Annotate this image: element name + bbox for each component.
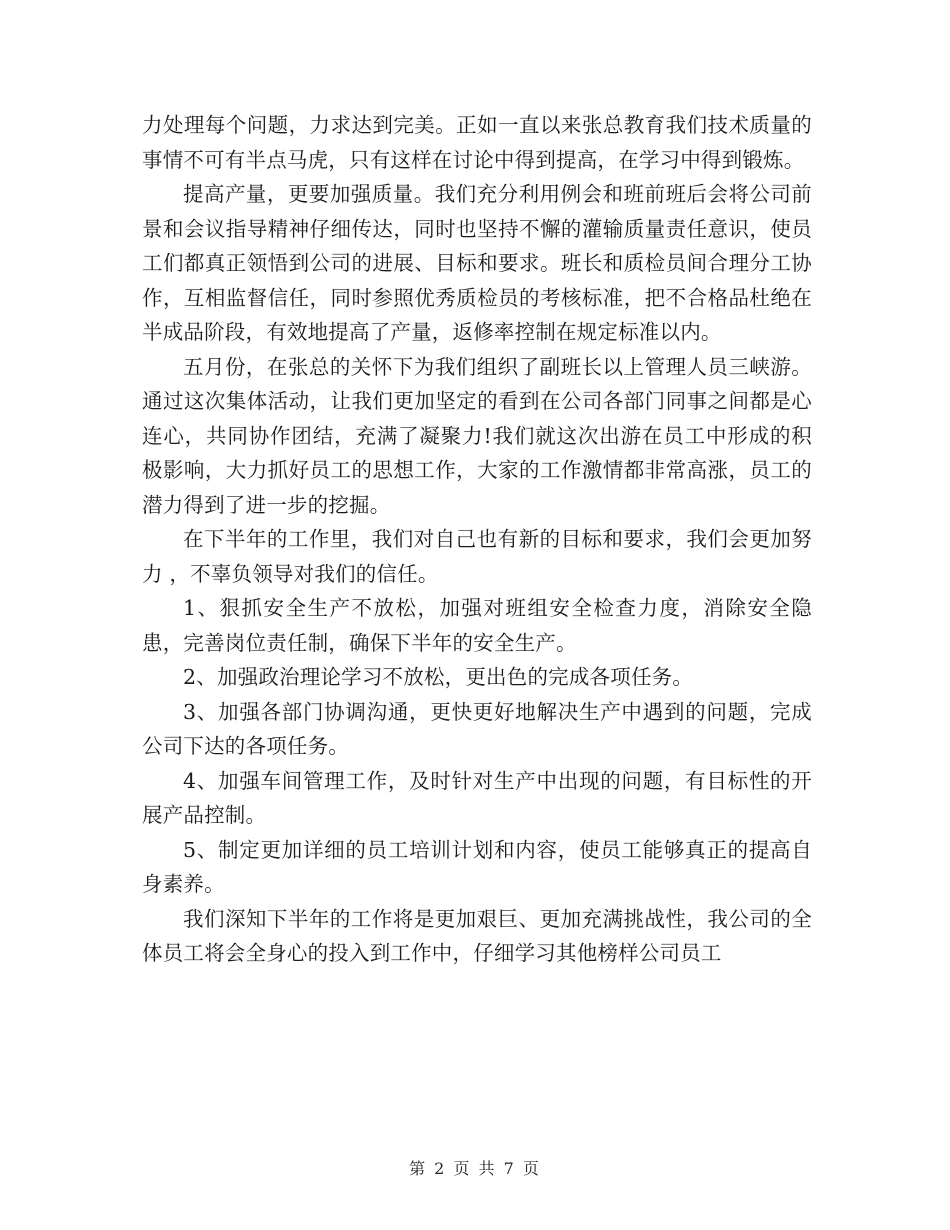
paragraph-closing: 我们深知下半年的工作将是更加艰巨、更加充满挑战性，我公司的全体员工将会全身心的投入到工作中，仔细学习其他榜样公司员工 [142, 906, 812, 965]
list-item-training-plan: 5、制定更加详细的员工培训计划和内容，使员工能够真正的提高自身素养。 [142, 837, 812, 896]
document-body [142, 108, 812, 971]
paragraph-second-half-goals: 在下半年的工作里，我们对自己也有新的目标和要求，我们会更加努力 ，不辜负领导对我们的信任。 [142, 527, 812, 586]
paragraph-may-trip: 五月份，在张总的关怀下为我们组织了副班长以上管理人员三峡游。通过这次集体活动，让我们更加坚定的看到在公司各部门同事之间都是心连心，共同协作团结，充满了凝聚力!我们就这次出游在员工中形成的积极影响，大力抓好员工的思想工作，大家的工作激情都非常高涨，员工的潜力得到了进一步的挖掘。 [142, 354, 812, 517]
list-item-coordination: 3、加强各部门协调沟通，更快更好地解决生产中遇到的问题，完成公司下达的各项任务。 [142, 699, 812, 758]
list-item-theory-study: 2、加强政治理论学习不放松，更出色的完成各项任务。 [183, 665, 694, 689]
list-item-safety: 1、狠抓安全生产不放松，加强对班组安全检查力度，消除安全隐患，完善岗位责任制，确保下半年的安全生产。 [142, 596, 812, 655]
page-number-footer: 第 2 页 共 7 页 [409, 1159, 541, 1178]
list-item-workshop-management: 4、加强车间管理工作，及时针对生产中出现的问题，有目标性的开展产品控制。 [142, 768, 812, 827]
paragraph-quality: 提高产量，更要加强质量。我们充分利用例会和班前班后会将公司前景和会议指导精神仔细传达，同时也坚持不懈的灌输质量责任意识，使员工们都真正领悟到公司的进展、目标和要求。班长和质检员间合理分工协作，互相监督信任，同时参照优秀质检员的考核标准，把不合格品杜绝在半成品阶段，有效地提高了产量，返修率控制在规定标准以内。 [142, 182, 812, 344]
paragraph-continuation: 力处理每个问题，力求达到完美。正如一直以来张总教育我们技术质量的事情不可有半点马虎，只有这样在讨论中得到提高，在学习中得到锻炼。 [142, 113, 812, 172]
